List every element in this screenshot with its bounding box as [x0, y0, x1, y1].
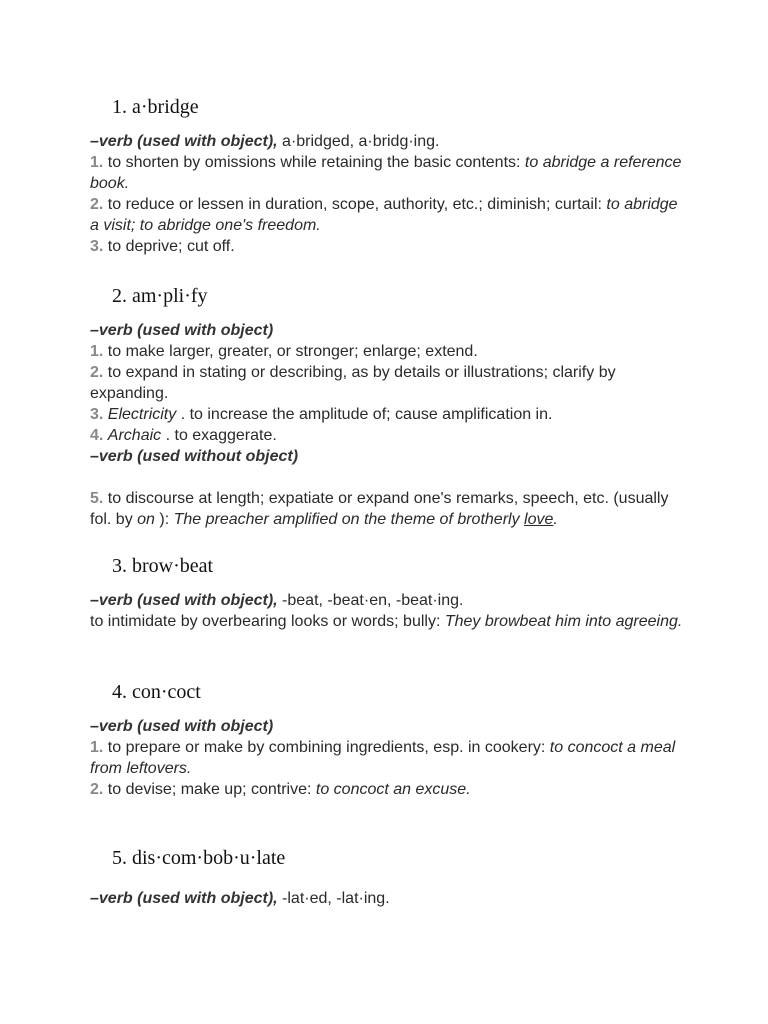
sense — [90, 488, 690, 530]
example: They browbeat him into agreeing. — [444, 613, 683, 630]
sense-text: . to increase the amplitude of; cause amplification in. — [176, 406, 553, 423]
inflections: -lat·ed, -lat·ing. — [277, 890, 390, 907]
sense-number: 4. — [90, 427, 104, 444]
entry-concoct — [90, 680, 690, 800]
sense-text: to intimidate by overbearing looks or words; bully: — [90, 613, 445, 630]
example: to concoct a meal from leftovers. — [90, 739, 676, 777]
sense — [90, 425, 690, 446]
definition-block — [90, 716, 690, 800]
example: to abridge a reference book. — [90, 154, 682, 192]
sense-number: 2. — [90, 781, 104, 798]
part-of-speech: –verb (used with object) — [90, 718, 274, 735]
sense-number: 1. — [90, 739, 104, 756]
sense-text: . to exaggerate. — [161, 427, 277, 444]
part-of-speech: –verb (used with object), — [90, 890, 278, 907]
sense-number: 3. — [90, 238, 104, 255]
sense-number: 1. — [90, 154, 104, 171]
sense-text: to shorten by omissions while retaining the basic contents: — [103, 154, 525, 171]
headword: 4. con·coct — [112, 681, 201, 703]
sense-text: to prepare or make by combining ingredients, esp. in cookery: — [103, 739, 550, 756]
sense — [90, 362, 690, 404]
sense-text: to discourse at length; expatiate or expand one's remarks, speech, etc. (usually fol. by — [90, 490, 669, 528]
entry-abridge — [90, 95, 690, 257]
headword: 3. brow·beat — [112, 555, 214, 577]
definition-block — [90, 131, 690, 257]
example: . — [553, 511, 558, 528]
sense — [90, 779, 690, 800]
sense — [90, 152, 690, 194]
part-of-speech: –verb (used with object), — [90, 133, 278, 150]
sense-number: 5. — [90, 490, 104, 507]
sense — [90, 194, 690, 236]
definition-block — [90, 320, 690, 530]
sense-text: to reduce or lessen in duration, scope, authority, etc.; diminish; curtail: — [103, 196, 607, 213]
headword: 5. dis·com·bob·u·late — [112, 847, 286, 869]
headword: 2. am·pli·fy — [112, 285, 208, 307]
example-underlined: love — [524, 511, 554, 528]
sense-text: ): — [154, 511, 174, 528]
entry-discombobulate — [90, 846, 690, 909]
field-label: Electricity — [107, 406, 177, 423]
sense-number: 3. — [90, 406, 104, 423]
part-of-speech: –verb (used with object) — [90, 322, 274, 339]
sense — [90, 341, 690, 362]
example: to concoct an excuse. — [315, 781, 471, 798]
sense-number: 2. — [90, 364, 104, 381]
sense — [90, 611, 690, 632]
sense-text: to make larger, greater, or stronger; enlarge; extend. — [103, 343, 478, 360]
spacer — [90, 467, 690, 488]
sense-number: 2. — [90, 196, 104, 213]
sense — [90, 236, 690, 257]
part-of-speech: –verb (used without object) — [90, 448, 299, 465]
usage-word: on — [137, 511, 155, 528]
definition-block — [90, 888, 690, 909]
example: to abridge a visit; to abridge one's freedom. — [90, 196, 678, 234]
sense-text: to deprive; cut off. — [103, 238, 235, 255]
sense-number: 1. — [90, 343, 104, 360]
entry-browbeat — [90, 554, 690, 632]
part-of-speech: –verb (used with object), — [90, 592, 278, 609]
sense-text: to expand in stating or describing, as by details or illustrations; clarify by expanding. — [90, 364, 616, 402]
sense — [90, 737, 690, 779]
sense-text: to devise; make up; contrive: — [103, 781, 316, 798]
headword: 1. a·bridge — [112, 96, 199, 118]
definition-block — [90, 590, 690, 632]
inflections: -beat, -beat·en, -beat·ing. — [277, 592, 464, 609]
entry-amplify — [90, 284, 690, 530]
sense — [90, 404, 690, 425]
inflections: a·bridged, a·bridg·ing. — [277, 133, 440, 150]
example: The preacher amplified on the theme of brotherly — [173, 511, 525, 528]
field-label: Archaic — [107, 427, 162, 444]
